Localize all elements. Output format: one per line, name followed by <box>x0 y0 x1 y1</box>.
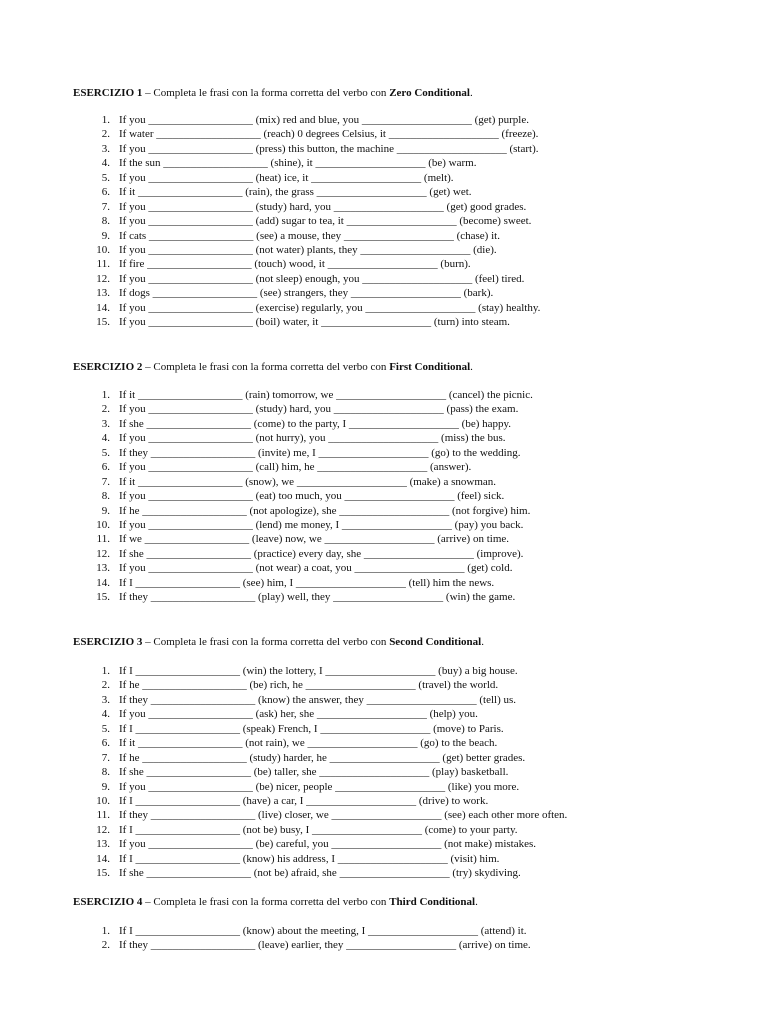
item-number: 10. <box>96 794 110 807</box>
item-sentence: If you ___________________ (not wear) a coat, you ____________________ (get) cold. <box>119 562 513 575</box>
heading-period: . <box>481 636 484 648</box>
list-item <box>73 664 753 678</box>
item-number: 8. <box>101 766 110 779</box>
item-sentence: If it ___________________ (rain), the grass ____________________ (get) wet. <box>119 186 472 199</box>
item-sentence: If it ___________________ (not rain), we ____________________ (go) to the beach. <box>119 737 498 750</box>
exercise-4 <box>73 895 753 952</box>
list-item <box>73 301 753 315</box>
item-sentence: If cats ___________________ (see) a mouse, they ____________________ (chase) it. <box>119 229 500 242</box>
list-item <box>73 518 753 532</box>
item-sentence: If it ___________________ (rain) tomorrow, we ____________________ (cancel) the picnic. <box>119 389 533 401</box>
item-number: 7. <box>101 475 110 488</box>
item-number: 1. <box>101 114 110 126</box>
item-sentence: If it ___________________ (snow), we ____________________ (make) a snowman. <box>119 475 497 488</box>
item-sentence: If she ___________________ (not be) afraid, she ____________________ (try) skydiving. <box>119 867 521 880</box>
list-item <box>73 417 753 431</box>
list-item <box>73 693 753 707</box>
item-number: 11. <box>96 533 110 546</box>
item-number: 9. <box>101 229 110 242</box>
item-sentence: If she ___________________ (practice) every day, she ____________________ (improve). <box>119 547 524 560</box>
item-sentence: If you ___________________ (mix) red and blue, you ____________________ (get) purple. <box>119 114 529 126</box>
item-number: 14. <box>96 301 110 314</box>
heading-period: . <box>469 87 473 99</box>
item-sentence: If you ___________________ (study) hard, you ____________________ (pass) the exam. <box>119 403 519 416</box>
item-sentence: If I ___________________ (not be) busy, I ____________________ (come) to your party. <box>119 823 518 836</box>
list-item <box>73 852 753 866</box>
item-sentence: If I ___________________ (see) him, I ____________________ (tell) him the news. <box>119 576 495 589</box>
list-item <box>73 823 753 837</box>
heading-period: . <box>475 896 478 908</box>
item-sentence: If you ___________________ (be) nicer, people ____________________ (like) you more. <box>119 780 520 793</box>
list-item <box>73 185 753 199</box>
item-sentence: If fire ___________________ (touch) wood, it ____________________ (burn). <box>119 258 471 271</box>
item-sentence: If he ___________________ (not apologize), she ____________________ (not forgive) him. <box>119 504 531 517</box>
item-sentence: If I ___________________ (have) a car, I ____________________ (drive) to work. <box>119 794 489 807</box>
heading-period: . <box>470 361 473 373</box>
heading-dash: – <box>142 896 154 908</box>
exercise-topic: Second Conditional <box>389 636 482 648</box>
list-item <box>73 808 753 822</box>
item-number: 11. <box>96 258 110 271</box>
list-item <box>73 402 753 416</box>
item-number: 9. <box>101 780 110 793</box>
item-number: 2. <box>101 128 110 141</box>
heading-dash: – <box>142 636 154 648</box>
heading-dash: – <box>142 361 154 373</box>
item-number: 5. <box>101 722 110 735</box>
list-item <box>73 924 753 938</box>
item-sentence: If you ___________________ (add) sugar to tea, it ____________________ (become) sweet. <box>119 215 532 228</box>
item-sentence: If they ___________________ (leave) earlier, they ____________________ (arrive) on time. <box>119 939 531 952</box>
list-item <box>73 765 753 779</box>
exercise-2-list <box>73 388 753 605</box>
list-item <box>73 243 753 257</box>
item-number: 10. <box>96 243 110 256</box>
item-number: 7. <box>101 200 110 213</box>
item-number: 5. <box>101 446 110 459</box>
item-number: 1. <box>101 665 110 677</box>
exercise-2-heading <box>73 360 753 374</box>
exercise-topic: Zero Conditional <box>389 87 470 99</box>
list-item <box>73 532 753 546</box>
item-sentence: If dogs ___________________ (see) strangers, they ____________________ (bark). <box>119 287 494 300</box>
item-number: 15. <box>96 591 110 604</box>
list-item <box>73 547 753 561</box>
list-item <box>73 214 753 228</box>
item-number: 2. <box>101 679 110 692</box>
list-item <box>73 475 753 489</box>
list-item <box>73 460 753 474</box>
list-item <box>73 257 753 271</box>
item-sentence: If you ___________________ (ask) her, she ____________________ (help) you. <box>119 708 478 721</box>
item-number: 4. <box>101 708 110 721</box>
item-number: 7. <box>101 751 110 764</box>
item-sentence: If she ___________________ (be) taller, she ____________________ (play) basketball. <box>119 766 509 779</box>
heading-dash: – <box>142 87 154 99</box>
exercise-3-list <box>73 664 753 881</box>
exercise-topic: Third Conditional <box>389 896 476 908</box>
list-item <box>73 707 753 721</box>
item-sentence: If you ___________________ (press) this button, the machine ____________________ (start). <box>119 142 539 155</box>
item-sentence: If we ___________________ (leave) now, we ____________________ (arrive) on time. <box>119 533 510 546</box>
list-item <box>73 446 753 460</box>
item-sentence: If you ___________________ (exercise) regularly, you ____________________ (stay) healthy. <box>119 301 541 314</box>
item-number: 14. <box>96 576 110 589</box>
item-number: 1. <box>101 389 110 401</box>
exercise-topic: First Conditional <box>389 361 471 373</box>
list-item <box>73 489 753 503</box>
exercise-label: ESERCIZIO 2 <box>73 361 143 373</box>
item-number: 13. <box>96 562 110 575</box>
list-item <box>73 736 753 750</box>
item-number: 15. <box>96 867 110 880</box>
item-number: 1. <box>101 925 110 937</box>
exercise-instruction: Completa le frasi con la forma corretta del verbo con <box>153 636 390 648</box>
list-item <box>73 837 753 851</box>
exercise-instruction: Completa le frasi con la forma corretta del verbo con <box>153 361 390 373</box>
exercise-3 <box>73 635 753 880</box>
item-number: 5. <box>101 171 110 184</box>
list-item <box>73 142 753 156</box>
item-number: 9. <box>101 504 110 517</box>
exercise-1-heading <box>73 86 753 100</box>
list-item <box>73 171 753 185</box>
exercise-2 <box>73 360 753 604</box>
list-item <box>73 272 753 286</box>
item-sentence: If I ___________________ (win) the lottery, I ____________________ (buy) a big house. <box>119 665 518 677</box>
list-item <box>73 315 753 329</box>
item-number: 3. <box>101 417 110 430</box>
list-item <box>73 561 753 575</box>
exercise-instruction: Completa le frasi con la forma corretta del verbo con <box>153 896 390 908</box>
item-number: 3. <box>101 142 110 155</box>
list-item <box>73 388 753 402</box>
exercise-label: ESERCIZIO 4 <box>73 896 143 908</box>
item-sentence: If the sun ___________________ (shine), it ____________________ (be) warm. <box>119 157 477 170</box>
item-sentence: If I ___________________ (speak) French, I ____________________ (move) to Paris. <box>119 722 504 735</box>
item-number: 14. <box>96 852 110 865</box>
item-sentence: If they ___________________ (live) closer, we ____________________ (see) each other more often. <box>119 809 568 822</box>
list-item <box>73 156 753 170</box>
item-number: 13. <box>96 838 110 851</box>
list-item <box>73 431 753 445</box>
list-item <box>73 200 753 214</box>
item-number: 2. <box>101 403 110 416</box>
item-number: 11. <box>96 809 110 822</box>
item-number: 3. <box>101 693 110 706</box>
list-item <box>73 780 753 794</box>
item-sentence: If you ___________________ (not hurry), you ____________________ (miss) the bus. <box>119 432 506 445</box>
list-item <box>73 938 753 952</box>
item-number: 4. <box>101 432 110 445</box>
list-item <box>73 722 753 736</box>
exercise-1 <box>73 86 753 329</box>
item-sentence: If she ___________________ (come) to the party, I ____________________ (be) happy. <box>119 417 512 430</box>
exercise-label: ESERCIZIO 1 <box>73 87 143 99</box>
item-sentence: If you ___________________ (not sleep) enough, you ____________________ (feel) tired. <box>119 272 525 285</box>
item-sentence: If you ___________________ (heat) ice, it ____________________ (melt). <box>119 171 454 184</box>
item-number: 6. <box>101 186 110 199</box>
exercise-3-heading <box>73 635 753 649</box>
item-number: 12. <box>96 823 110 836</box>
item-number: 8. <box>101 490 110 503</box>
item-sentence: If you ___________________ (be) careful, you ____________________ (not make) mistakes. <box>119 838 537 851</box>
exercise-4-heading <box>73 895 753 909</box>
list-item <box>73 866 753 880</box>
exercise-instruction: Completa le frasi con la forma corretta del verbo con <box>153 87 390 99</box>
item-sentence: If you ___________________ (lend) me money, I ____________________ (pay) you back. <box>119 518 524 531</box>
item-sentence: If they ___________________ (know) the answer, they ____________________ (tell) us. <box>119 693 517 706</box>
item-number: 15. <box>96 316 110 329</box>
item-number: 8. <box>101 215 110 228</box>
exercise-4-list <box>73 924 753 953</box>
item-sentence: If you ___________________ (study) hard, you ____________________ (get) good grades. <box>119 200 527 213</box>
list-item <box>73 751 753 765</box>
item-sentence: If you ___________________ (call) him, he ____________________ (answer). <box>119 461 472 474</box>
item-number: 6. <box>101 737 110 750</box>
list-item <box>73 229 753 243</box>
item-sentence: If I ___________________ (know) his address, I ____________________ (visit) him. <box>119 852 500 865</box>
list-item <box>73 113 753 127</box>
item-number: 13. <box>96 287 110 300</box>
item-sentence: If I ___________________ (know) about the meeting, I ____________________ (attend) it. <box>119 925 527 937</box>
item-sentence: If he ___________________ (be) rich, he ____________________ (travel) the world. <box>119 679 499 692</box>
item-number: 6. <box>101 461 110 474</box>
list-item <box>73 678 753 692</box>
list-item <box>73 286 753 300</box>
item-number: 12. <box>96 547 110 560</box>
item-sentence: If they ___________________ (play) well, they ____________________ (win) the game. <box>119 591 516 604</box>
list-item <box>73 576 753 590</box>
item-sentence: If water ___________________ (reach) 0 degrees Celsius, it ____________________ (freeze). <box>119 128 539 141</box>
list-item <box>73 794 753 808</box>
item-sentence: If you ___________________ (eat) too much, you ____________________ (feel) sick. <box>119 490 505 503</box>
exercise-1-list <box>73 113 753 330</box>
item-sentence: If you ___________________ (boil) water, it ____________________ (turn) into steam. <box>119 316 510 329</box>
list-item <box>73 127 753 141</box>
list-item <box>73 504 753 518</box>
list-item <box>73 590 753 604</box>
item-sentence: If they ___________________ (invite) me, I ____________________ (go) to the wedding. <box>119 446 521 459</box>
item-number: 12. <box>96 272 110 285</box>
item-sentence: If he ___________________ (study) harder, he ____________________ (get) better grades. <box>119 751 526 764</box>
item-number: 10. <box>96 518 110 531</box>
item-number: 4. <box>101 157 110 170</box>
exercise-label: ESERCIZIO 3 <box>73 636 143 648</box>
item-number: 2. <box>101 939 110 952</box>
item-sentence: If you ___________________ (not water) plants, they ____________________ (die). <box>119 243 497 256</box>
